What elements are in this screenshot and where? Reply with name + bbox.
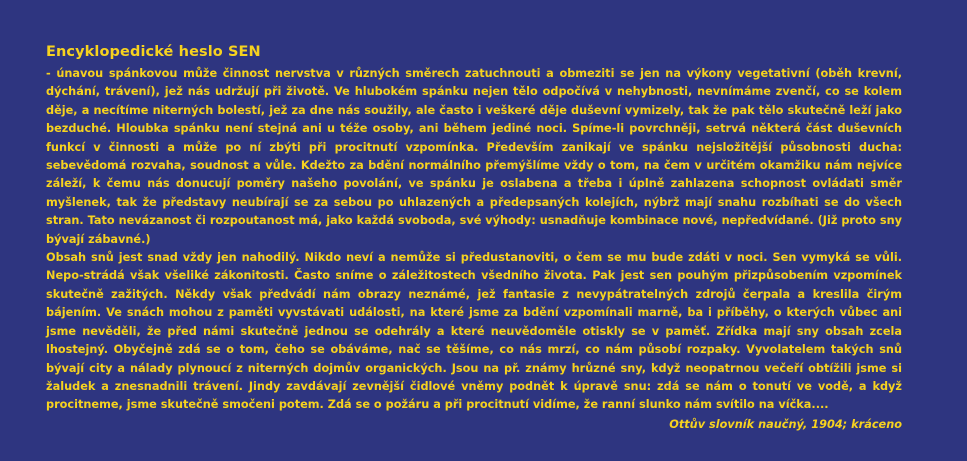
- entry-source: Ottův slovník naučný, 1904; kráceno: [669, 417, 902, 431]
- entry-title: Encyklopedické heslo SEN: [46, 44, 261, 60]
- entry-paragraph-1: - únavou spánkovou může činnost nervstva v různých směrech zatuchnouti a obmeziti se jen na výkony vegetativní (oběh krevní, dýchání, trávení), jež nás udržují při životě. Ve hlubokém spánku nejen tělo odpočívá v nehybnosti, nevnímáme zvenčí, co se kolem děje, a necítíme niterných bolestí, jež za dne nás soužily, ale často i veškeré děje duševní vymizely, tak že pak tělo skutečně leží jako bezduché. Hloubka spánku není stejná ani u téže osoby, ani během jediné noci. Spíme-li povrchněji, setrvá některá část duševních funkcí v činnosti a může po ní zbýti při procitnutí vzpomínka. Především zanikají ve spánku nejsložitější působnosti ducha: sebevědomá rozvaha, soudnost a vůle. Kdežto za bdění normálního přemýšlíme vždy o tom, na čem v určitém okamžiku nám nejvíce záleží, k čemu nás donucují poměry našeho povolání, ve spánku je oslabena a třeba i úplně zahlazena schopnost ovládati směr myšlenek, tak že představy neubírají se za sebou po uhlazených a předepsaných kolejích, nýbrž mají snahu rozbíhati se do všech stran. Tato nevázanost či rozpoutanost má, jako každá svoboda, své výhody: usnadňuje kombinace nové, nepředvídané. (Již proto sny bývají zábavné.): [46, 67, 902, 246]
- entry-paragraph-2: Obsah snů jest snad vždy jen nahodilý. Nikdo neví a nemůže si předustanoviti, o čem se mu bude zdáti v noci. Sen vymyká se vůli. Nepo-strádá však všeliké zákonitosti. Často sníme o záležitostech všedního života. Pak jest sen pouhým přizpůsobením vzpomínek skutečně zažitých. Někdy však předvádí nám obrazy neznámé, jež fantasie z nevypátratelných zdrojů čerpala a kreslila čirým bájením. Ve snách mohou z paměti vyvstávati události, na které jsme za bdění vzpomínali marně, ba i příběhy, o kterých vůbec ani jsme nevěděli, že před námi skutečně jednou se odehrály a které neuvědoměle otiskly se v paměť. Zřídka mají sny obsah zcela lhostejný. Obyčejně zdá se o tom, čeho se obáváme, nač se těšíme, co nás mrzí, co nám působí rozpaky. Vyvolatelem takých snů bývají city a nálady plynoucí z niterných dojmův organických. Jsou na př. známy hrůzné sny, když neopatrnou večeří obtížili jsme si žaludek a znesnadnili trávení. Jindy zavdávají zevnější čidlové vněmy podnět k úpravě snu: zdá se nám o tonutí ve vodě, a když procitneme, jsme skutečně smočeni potem. Zdá se o požáru a při procitnutí vidíme, že ranní slunko nám svítilo na víčka....: [46, 251, 902, 412]
- encyclopedia-entry: [46, 41, 902, 434]
